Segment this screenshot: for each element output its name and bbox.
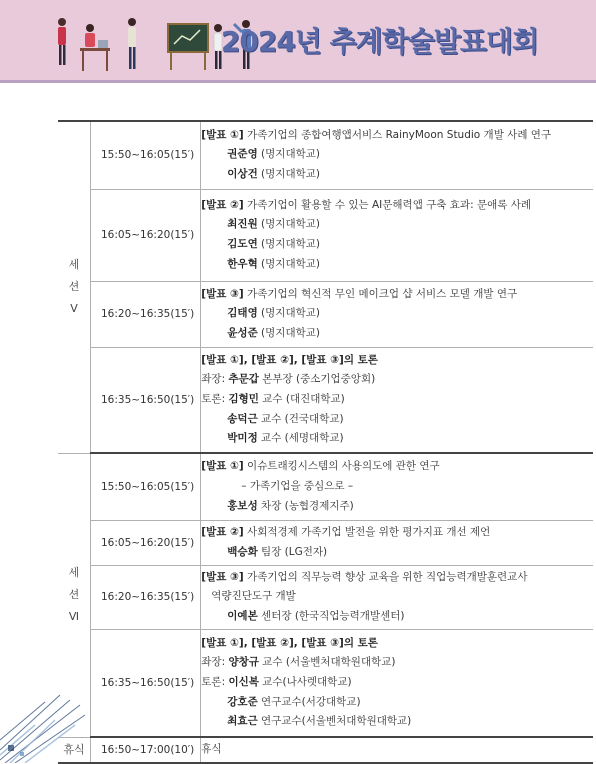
corner-decoration-icon [0,690,90,763]
table-row [58,121,593,189]
time-cell: 16:20~16:35 (15′) [91,565,201,629]
session-label: 세 션 Ⅵ [58,453,91,737]
time-cell: 16:50~17:00 (10′) [91,737,201,763]
presentation-cell: [발표 ③] 가족기업의 혁신적 무인 메이크업 샵 서비스 모델 개발 연구 김태영 (명지대학교) 윤성준 (명지대학교) [201,281,593,347]
table-row [58,347,593,453]
time-cell: 16:35~16:50 (15′) [91,347,201,453]
time-cell: 16:05~16:20 (15′) [91,520,201,565]
presentation-cell: [발표 ②] 가족기업이 활용할 수 있는 AI문해력앱 구축 효과: 문애록 사례 최진원 (명지대학교) 김도연 (명지대학교) 한우혁 (명지대학교) [201,189,593,281]
presentation-cell: [발표 ①] 가족기업의 종합여행앱서비스 RainyMoon Studio 개발 사례 연구 권준영 (명지대학교) 이상건 (명지대학교) [201,121,593,189]
discussion-cell: [발표 ①], [발표 ②], [발표 ③]의 토론 좌장: 양창규 교수 (서울벤처대학원대학교) 토론: 이신복 교수(나사렛대학교) 강호준 연구교수(서강대학교) 최효근 연구교수(서울벤처대학원대학교) [201,629,593,737]
table-row [58,629,593,737]
header-banner [0,0,596,80]
time-cell: 15:50~16:05 (15′) [91,453,201,520]
time-cell: 16:05~16:20 (15′) [91,189,201,281]
table-row [58,737,593,763]
table-row [58,453,593,520]
presentation-cell: [발표 ③] 가족기업의 직무능력 향상 교육을 위한 직업능력개발훈련교사 역량진단도구 개발 이예본 센터장 (한국직업능력개발센터) [201,565,593,629]
header-divider [0,80,596,83]
presentation-cell: [발표 ②] 사회적경제 가족기업 발전을 위한 평가지표 개선 제언 백승화 팀장 (LG전자) [201,520,593,565]
break-label: 휴식 [58,737,91,763]
session-label: 세 션 V [58,121,91,453]
discussion-cell: [발표 ①], [발표 ②], [발표 ③]의 토론 좌장: 추문갑 본부장 (중소기업중앙회) 토론: 김형민 교수 (대진대학교) 송덕근 교수 (건국대학교) 박미정 교수 (세명대학교) [201,347,593,453]
time-cell: 16:20~16:35 (15′) [91,281,201,347]
page-title: 2024년 추계학술발표대회 [220,25,538,58]
table-row [58,520,593,565]
time-cell: 15:50~16:05 (15′) [91,121,201,189]
schedule-table [58,120,593,764]
table-row [58,565,593,629]
table-row [58,281,593,347]
table-row [58,189,593,281]
break-cell: 휴식 [201,737,593,763]
time-cell: 16:35~16:50 (15′) [91,629,201,737]
presentation-cell: [발표 ①] 이슈트래킹시스템의 사용의도에 관한 연구 – 가족기업을 중심으로 – 홍보성 차장 (농협경제지주) [201,453,593,520]
